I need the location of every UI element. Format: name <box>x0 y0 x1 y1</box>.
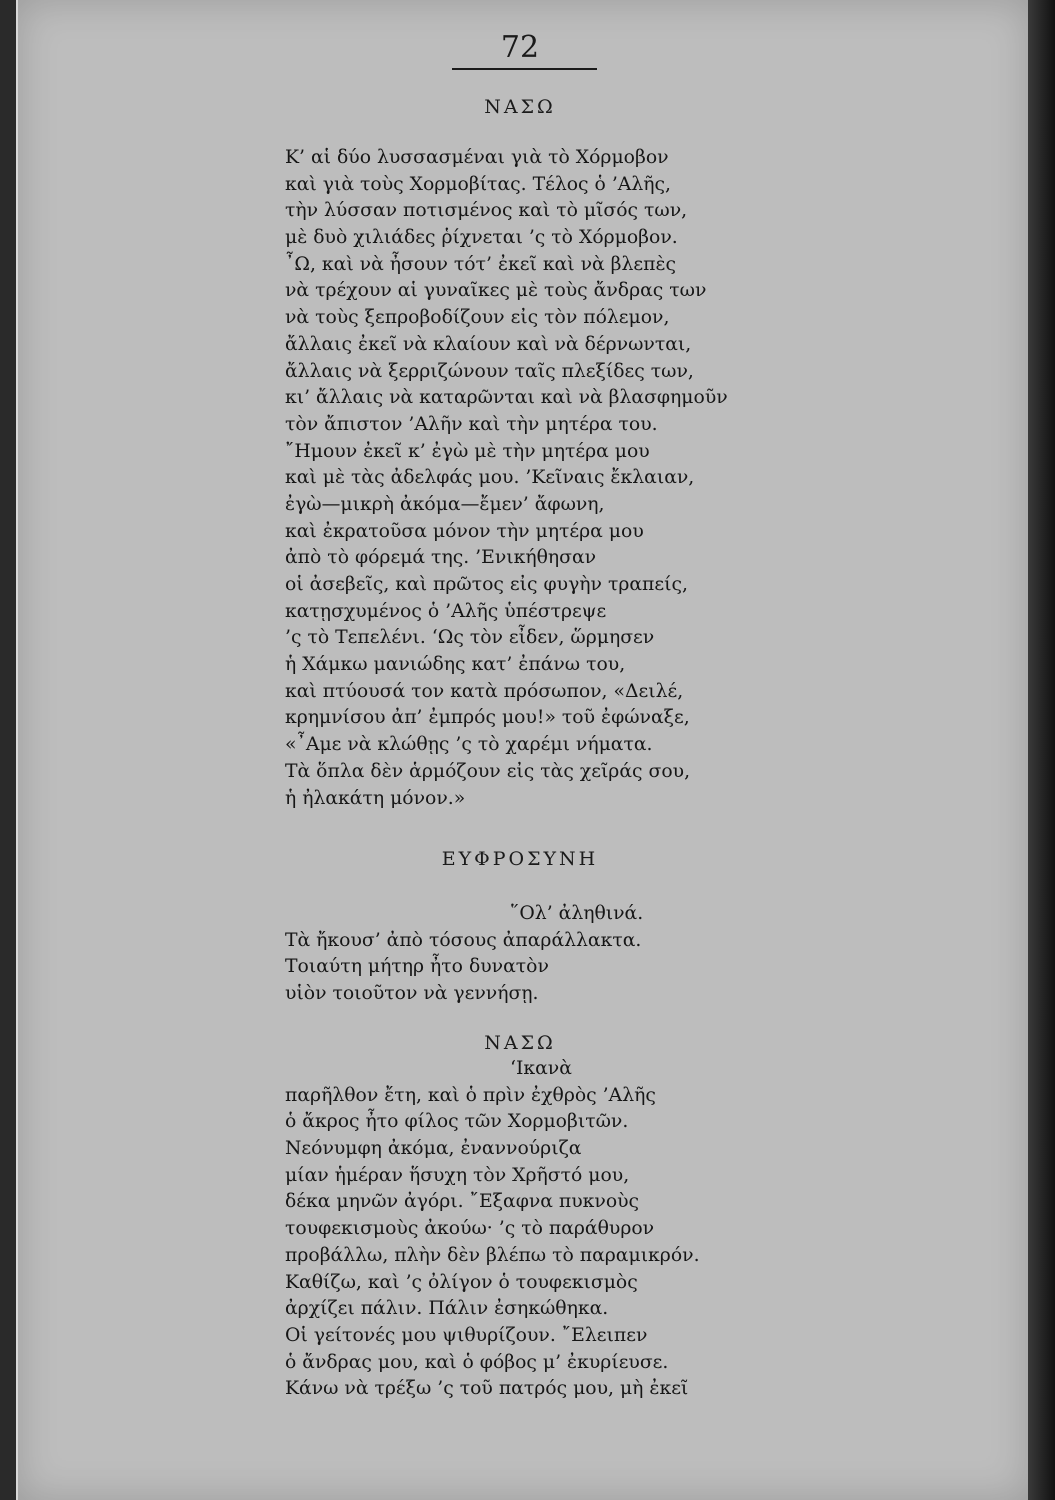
verse-line: καὶ ἐκρατοῦσα μόνον τὴν μητέρα μου <box>285 520 644 542</box>
verse-block-3 <box>285 1056 805 1403</box>
verse-line: τουφεκισμοὺς ἀκούω· ’ς τὸ παράθυρον <box>285 1218 655 1240</box>
verse-line: ἄλλαις ἐκεῖ νὰ κλαίουν καὶ νὰ δέρνωνται, <box>285 333 692 355</box>
verse-line: ἀρχίζει πάλιν. Πάλιν ἐσηκώθηκα. <box>285 1298 609 1320</box>
verse-line: Κ’ αἱ δύο λυσσασμέναι γιὰ τὸ Χόρμοβον <box>285 147 669 168</box>
verse-block-1 <box>285 145 805 812</box>
verse-line: Τὰ ἤκουσ’ ἀπὸ τόσους ἀπαράλλακτα. <box>285 929 642 951</box>
page-edge-shadow <box>1028 0 1055 1500</box>
speaker-name-efrosyni: ΕΥΦΡΟΣΥΝΗ <box>441 848 599 870</box>
verse-line: παρῆλθον ἔτη, καὶ ὁ πρὶν ἐχθρὸς ’Αλῆς <box>285 1084 656 1106</box>
speaker-name-naso: ΝΑΣΩ <box>484 96 556 118</box>
verse-line: ὁ ἄκρος ἦτο φίλος τῶν Χορμοβιτῶν. <box>285 1111 629 1133</box>
verse-line: κι’ ἄλλαις νὰ καταρῶνται καὶ νὰ βλασφημοῦν <box>285 387 728 409</box>
verse-line: καὶ γιὰ τοὺς Χορμοβίτας. Τέλος ὁ ’Αλῆς, <box>285 173 671 195</box>
verse-line: ῞Ολ’ ἀληθινά. <box>510 903 644 924</box>
page-number: 72 <box>500 30 540 65</box>
verse-line: ῏Ω, καὶ νὰ ἦσουν τότ’ ἐκεῖ καὶ νὰ βλεπὲς <box>285 253 677 275</box>
verse-line: Νεόνυμφη ἀκόμα, ἐναννούριζα <box>285 1138 582 1160</box>
verse-line: Κάνω νὰ τρέξω ’ς τοῦ πατρός μου, μὴ ἐκεῖ <box>285 1378 689 1400</box>
verse-line: τὴν λύσσαν ποτισμένος καὶ τὸ μῖσός των, <box>285 200 688 222</box>
verse-line: μίαν ἡμέραν ἥσυχη τὸν Χρῆστό μου, <box>285 1164 630 1186</box>
header-rule <box>452 68 597 70</box>
verse-line: ἡ Χάμκω μανιώδης κατ’ ἐπάνω του, <box>285 654 626 676</box>
verse-line: ἐγὼ—μικρὴ ἀκόμα—ἔμεν’ ἄφωνη, <box>285 493 605 515</box>
verse-line: νὰ τρέχουν αἱ γυναῖκες μὲ τοὺς ἄνδρας των <box>285 280 707 302</box>
verse-line: Οἱ γείτονές μου ψιθυρίζουν. ῎Ελειπεν <box>285 1324 648 1346</box>
verse-line: Τοιαύτη μήτηρ ἦτο δυνατὸν <box>285 956 549 978</box>
verse-line: ὁ ἄνδρας μου, καὶ ὁ φόβος μ’ ἐκυρίευσε. <box>285 1351 669 1373</box>
verse-block-2 <box>285 901 805 1008</box>
verse-line: ἄλλαις νὰ ξερριζώνουν ταῖς πλεξίδες των, <box>285 360 694 382</box>
verse-line: «῏Αμε νὰ κλώθῃς ’ς τὸ χαρέμι νήματα. <box>285 734 653 756</box>
verse-line: Τὰ ὅπλα δὲν ἁρμόζουν εἰς τὰς χεῖράς σου, <box>285 760 691 782</box>
verse-line: Καθίζω, καὶ ’ς ὀλίγον ὁ τουφεκισμὸς <box>285 1271 638 1293</box>
speaker-name-naso-2: ΝΑΣΩ <box>484 1032 556 1054</box>
verse-line: κατῃσχυμένος ὁ ’Αλῆς ὑπέστρεψε <box>285 600 607 622</box>
verse-line: καὶ πτύουσά τον κατὰ πρόσωπον, «Δειλέ, <box>285 680 684 702</box>
verse-line: ῎Ημουν ἐκεῖ κ’ ἐγὼ μὲ τὴν μητέρα μου <box>285 440 650 462</box>
verse-line: οἱ ἀσεβεῖς, καὶ πρῶτος εἰς φυγὴν τραπείς, <box>285 574 688 595</box>
verse-line: κρημνίσου ἀπ’ ἐμπρός μου!» τοῦ ἐφώναξε, <box>285 707 690 729</box>
verse-line: μὲ δυὸ χιλιάδες ῥίχνεται ’ς τὸ Χόρμοβον. <box>285 227 678 249</box>
verse-line: ἀπὸ τὸ φόρεμά της. ’Ενικήθησαν <box>285 547 597 569</box>
verse-line: υἱὸν τοιοῦτον νὰ γεννήσῃ. <box>285 983 539 1005</box>
verse-line: νὰ τοὺς ξεπροβοδίζουν εἰς τὸν πόλεμον, <box>285 307 670 329</box>
verse-line: προβάλλω, πλὴν δὲν βλέπω τὸ παραμικρόν. <box>285 1244 700 1266</box>
verse-line: δέκα μηνῶν ἀγόρι. ῎Εξαφνα πυκνοὺς <box>285 1191 640 1213</box>
verse-line: ’ς τὸ Τεπελένι. ‘Ως τὸν εἶδεν, ὥρμησεν <box>285 627 655 649</box>
verse-line: τὸν ἄπιστον ’Αλῆν καὶ τὴν μητέρα του. <box>285 413 658 435</box>
verse-line: ‘Ικανὰ <box>510 1058 572 1079</box>
verse-line: ἡ ἠλακάτη μόνον.» <box>285 787 466 809</box>
verse-line: καὶ μὲ τὰς ἀδελφάς μου. ’Κεῖναις ἔκλαιαν, <box>285 467 695 489</box>
